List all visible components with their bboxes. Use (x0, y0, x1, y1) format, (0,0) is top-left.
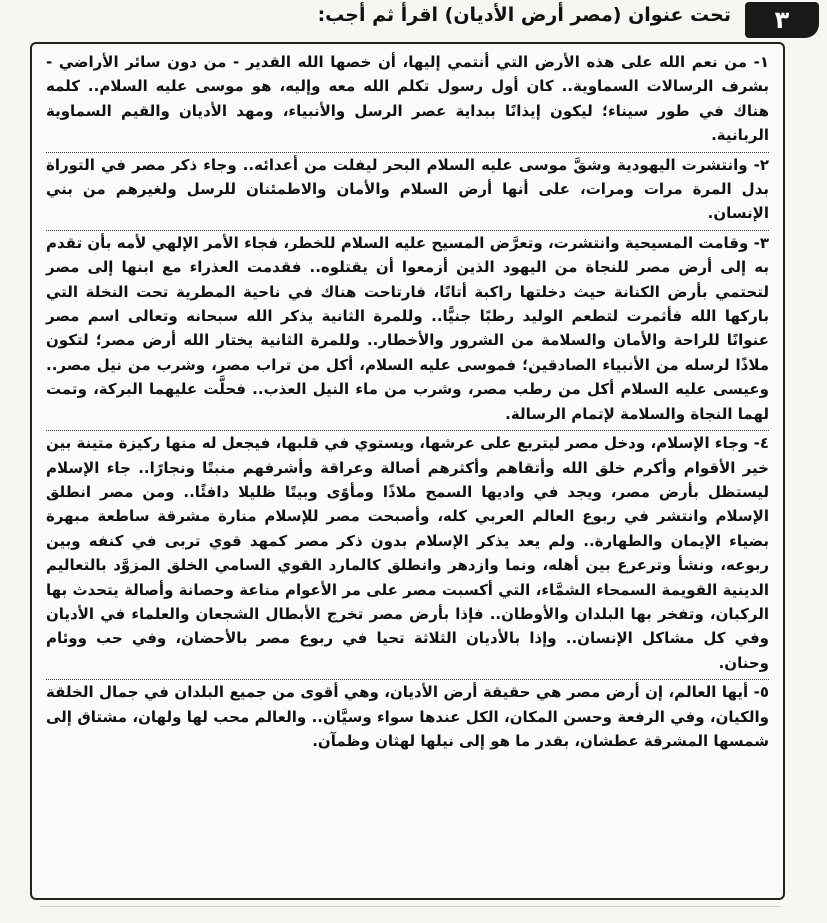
reading-passage-frame (30, 42, 785, 900)
passage-paragraph-3: ٣- وقامت المسيحية وانتشرت، وتعرَّض المسيح عليه السلام للخطر، فجاء الأمر الإلهي لأمه بأن تقدم به إلى أرض مصر للنجاة من اليهود الذين أزمعوا أن يقتلوه.. فقدمت العذراء مع ابنها إلى مصر لتحتمي بأرض الكنانة حيث دخلتها راكبة أتانًا، فارتاحت هناك في ناحية المطرية تحت النخلة التي باركها الله فأثمرت لتطعم الوليد رطبًا جنيًّا.. وللمرة الثانية يذكر الله سبحانه وتعالى اسم مصر عنوانًا للراحة والأمان والسلامة من الشرور والأخطار.. وللمرة الثانية يختار الله أرض مصر؛ لتكون ملاذًا لرسله من الأنبياء الصادقين؛ فموسى عليه السلام، أكل من تراب مصر، وشرب من نيل مصر.. وعيسى عليه السلام أكل من رطب مصر، وشرب من ماء النيل العذب.. فحلَّت عليهما البركة، وتمت لهما النجاة والسلامة لإتمام الرسالة. (46, 231, 769, 431)
passage-paragraph-4: ٤- وجاء الإسلام، ودخل مصر ليتربع على عرشها، ويستوي في قلبها، فيجعل له منها ركيزة متينة بين خير الأقوام وأكرم خلق الله وأتقاهم وأكثرهم أصالة وعراقة وأشرفهم منبتًا ونجارًا.. جاء الإسلام ليستظل بأرض مصر، ويجد في واديها السمح ملاذًا ومأوًى وبيتًا ظليلا دافئًا.. ومن مصر انطلق الإسلام وانتشر في ربوع العالم العربي كله، وأصبحت مصر للإسلام منارة مشرقة ساطعة مبهرة بضياء الإيمان والطهارة.. ولم يعد يذكر الإسلام بدون ذكر مصر كمهد قوي تربى في كنفه وبين ربوعه، ونشأ وترعرع بين أهله، ونما وازدهر وانطلق كالمارد القوي السامي الخلق المزوَّد بالتعاليم الدينية القويمة السمحاء الشمَّاء، التي أكسبت مصر على مر الأعوام مناعة وحصانة وأصالة يتحدث بها الركبان، وتفخر بها البلدان والأوطان.. فإذا بأرض مصر تخرج الأبطال الشجعان والعلماء في الأديان وفي كل مشاكل الإنسان.. وإذا بالأديان الثلاثة تحيا في ربوع مصر بالأحضان، وفي حب ووئام وحنان. (46, 431, 769, 680)
page-number-badge: ٣ (745, 2, 819, 38)
passage-paragraph-5: ٥- أيها العالم، إن أرض مصر هي حقيقة أرض الأديان، وهي أقوى من جميع البلدان في جمال الخلقة والكيان، وفي الرفعة وحسن المكان، الكل عندها سواء وسيَّان.. والعالم محب لها ولهان، مشتاق إلى شمسها المشرقة عطشان، بقدر ما هو إلى نيلها لهثان وظمآن. (46, 683, 769, 750)
passage-paragraph-1: ١- من نعم الله على هذه الأرض التي أنتمي إليها، أن خصها الله القدير - من دون سائر الأراضي - بشرف الرسالات السماوية.. كان أول رسول تكلم الله معه وإليه، هو موسى عليه السلام.. كلمه هناك في طور سيناء؛ ليكون إيذانًا ببداية عصر الرسل والأنبياء، ومهد الأديان والقيم السماوية الربانية. (46, 50, 769, 153)
reading-instruction-heading: تحت عنوان (مصر أرض الأديان) اقرأ ثم أجب: (317, 4, 731, 26)
passage-paragraph-2: ٢- وانتشرت اليهودية وشقَّ موسى عليه السلام البحر ليفلت من أعدائه.. وجاء ذكر مصر في التوراة بدل المرة مرات ومرات، على أنها أرض السلام والأمان والاطمئنان للرسل ولغيرهم من بني الإنسان. (46, 153, 769, 231)
page-header (0, 0, 827, 44)
page-bottom-edge (40, 906, 780, 919)
